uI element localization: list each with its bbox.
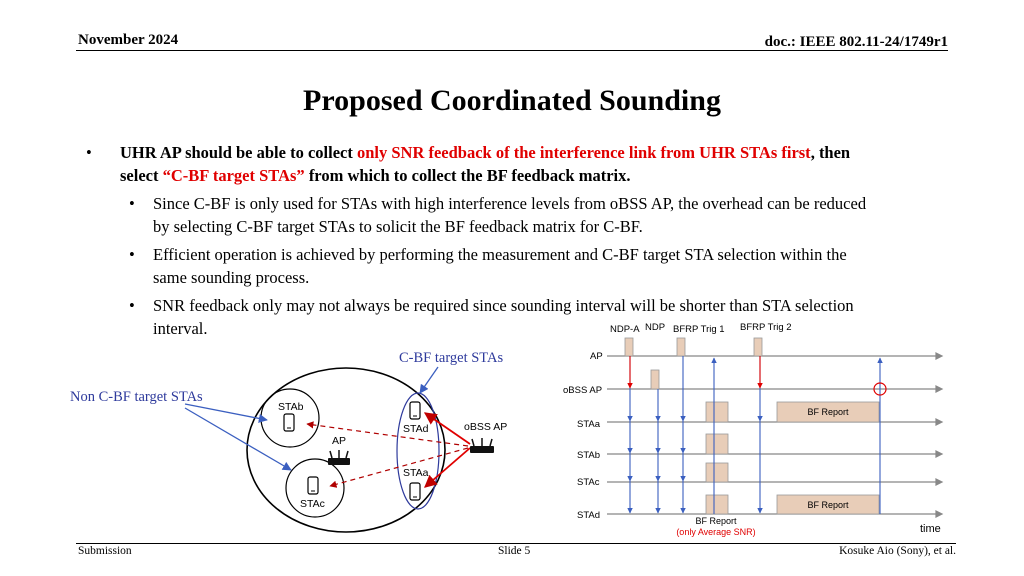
stac-label: STAc: [300, 498, 325, 510]
footer-submission: Submission: [78, 545, 132, 557]
sub-bullet-1-line-2: by selecting C-BF target STAs to solicit the BF feedback matrix for C-BF.: [153, 217, 643, 236]
row-label-ap: AP: [590, 351, 603, 362]
stab-label: STAb: [278, 401, 304, 413]
bf-report-label-staa: BF Report: [807, 407, 849, 417]
sub-bullet-dot-3: •: [129, 296, 135, 315]
bullet-1-line2-red: “C-BF target STAs”: [162, 166, 305, 185]
frame-bfrp-trig-2: [754, 338, 762, 356]
frame-bfrp-trig-1: [677, 338, 685, 356]
label-bfrp-trig-2: BFRP Trig 2: [740, 322, 792, 333]
bullet-1-line2-a: select: [120, 166, 163, 185]
obss-label: oBSS AP: [464, 421, 508, 433]
bottom-avg-snr-label: (only Average SNR): [676, 527, 756, 537]
non-cbf-target-label: Non C-BF target STAs: [70, 389, 203, 405]
frame-ndp: [651, 370, 659, 389]
bottom-bf-report-label: BF Report: [695, 516, 737, 526]
header-doc-id: doc.: IEEE 802.11-24/1749r1: [764, 34, 948, 50]
bullet-1-text-c: , then: [810, 143, 851, 162]
stad-label: STAd: [403, 423, 429, 435]
sub-bullet-dot-2: •: [129, 245, 135, 264]
footer-author: Kosuke Aio (Sony), et al.: [839, 545, 956, 557]
sta-c-snr-box: [706, 463, 728, 482]
label-ndp: NDP: [645, 322, 666, 333]
footer-rule: [76, 543, 956, 544]
label-bfrp-trig-1: BFRP Trig 1: [673, 324, 725, 335]
cbf-target-label: C-BF target STAs: [399, 350, 504, 366]
footer-slide-number: Slide 5: [498, 545, 531, 557]
staa-label: STAa: [403, 467, 429, 479]
slide-title: Proposed Coordinated Sounding: [303, 84, 721, 117]
header-date: November 2024: [78, 32, 179, 48]
sta-a-snr-box: [706, 402, 728, 422]
label-ndp-a: NDP-A: [610, 324, 640, 335]
bullet-dot: •: [86, 143, 92, 162]
sub-bullet-1-line-1: Since C-BF is only used for STAs with high interference levels from oBSS AP, the overhead can be reduced: [153, 194, 867, 213]
row-label-stad: STAd: [577, 510, 601, 521]
frame-ndp-a: [625, 338, 633, 356]
sub-bullet-2-line-2: same sounding process.: [153, 268, 310, 287]
sta-d-snr-box: [706, 495, 728, 514]
bullet-1-text-red: only SNR feedback of the interference link from UHR STAs first: [356, 143, 811, 162]
time-axis-label: time: [920, 523, 941, 535]
sta-b-snr-box: [706, 434, 728, 454]
bf-report-label-stad: BF Report: [807, 500, 849, 510]
sub-bullet-3-line-1: SNR feedback only may not always be required since sounding interval will be shorter than STA selection: [153, 296, 854, 315]
ap-label: AP: [332, 435, 347, 447]
bullet-1-text-a: UHR AP should be able to collect: [120, 143, 357, 162]
row-label-staa: STAa: [577, 419, 601, 430]
sub-bullet-3-line-2: interval.: [153, 319, 208, 338]
row-label-obss-ap: oBSS AP: [563, 385, 603, 396]
bullet-1-line2-c: from which to collect the BF feedback matrix.: [304, 166, 631, 185]
sub-bullet-2-line-1: Efficient operation is achieved by performing the measurement and C-BF target STA selection within the: [153, 245, 847, 264]
sub-bullet-dot-1: •: [129, 194, 135, 213]
row-label-stac: STAc: [577, 477, 600, 488]
row-label-stab: STAb: [577, 450, 601, 461]
